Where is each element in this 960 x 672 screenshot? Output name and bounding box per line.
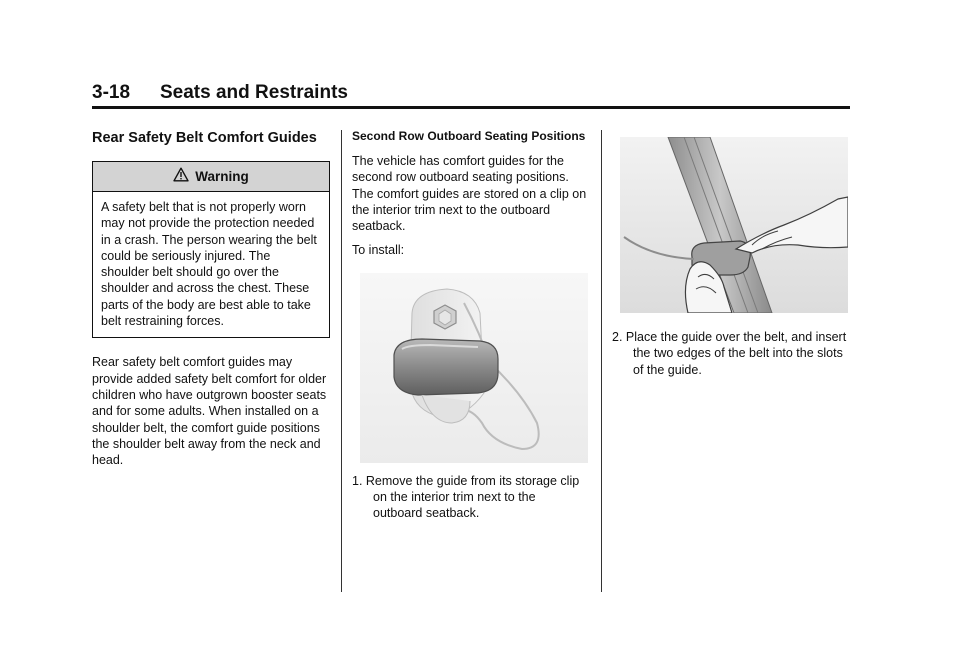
- description-paragraph: The vehicle has comfort guides for the second row outboard seating positions. The comfort guides are stored on a clip on the interior trim next to the outboard seatback.: [352, 154, 587, 234]
- warning-box: [92, 161, 330, 338]
- column-divider: [601, 130, 602, 592]
- chapter-title: Seats and Restraints: [160, 82, 348, 103]
- page-header: [92, 82, 850, 109]
- section-title: Rear Safety Belt Comfort Guides: [92, 130, 317, 146]
- step-1: 1. Remove the guide from its storage clip on the interior trim next to the outboard seatback.: [352, 473, 580, 521]
- step-2: 2. Place the guide over the belt, and insert the two edges of the belt into the slots of the guide.: [612, 330, 847, 377]
- subsection-title: Second Row Outboard Seating Positions: [352, 129, 586, 143]
- warning-triangle-icon: [173, 167, 189, 187]
- column-right: [612, 137, 848, 390]
- page-number: 3-18: [92, 82, 131, 103]
- to-install-label: To install:: [352, 243, 405, 258]
- intro-paragraph: Rear safety belt comfort guides may provide added safety belt comfort for older children who have outgrown booster seats and for some adults. When installed on a shoulder belt, the comfort guide positions the shoulder belt away from the neck and head.: [92, 355, 327, 468]
- warning-header: [93, 162, 329, 192]
- warning-text: A safety belt that is not properly worn may not provide the protection needed in a crash. The person wearing the belt could be seriously injured. The shoulder belt should go over the shoulder and across the chest. These parts of the body are best able to take belt restraining forces.: [101, 200, 317, 329]
- warning-label: Warning: [195, 169, 249, 184]
- comfort-guide-on-clip-illustration: [352, 273, 588, 463]
- column-divider: [341, 130, 342, 592]
- guide-over-belt-illustration: [612, 137, 848, 313]
- column-left: [92, 129, 330, 476]
- column-middle: [352, 129, 588, 534]
